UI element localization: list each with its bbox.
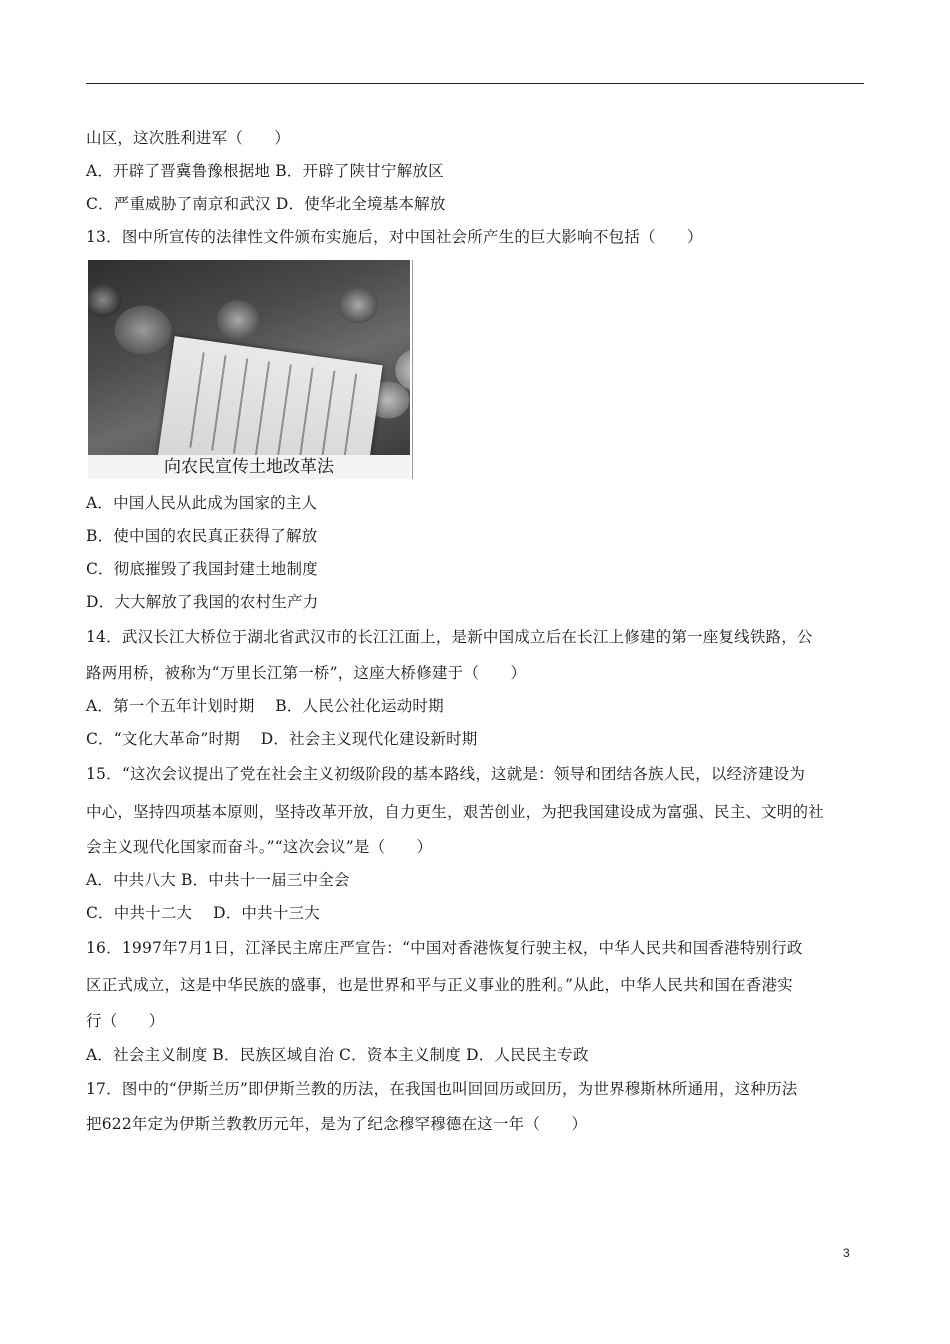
q13-option-c: C．彻底摧毁了我国封建土地制度 bbox=[86, 560, 318, 578]
question-14-stem-2: 路两用桥，被称为“万里长江第一桥”，这座大桥修建于（ ） bbox=[86, 664, 527, 682]
question-17-stem-1: 17．图中的“伊斯兰历”即伊斯兰教的历法，在我国也叫回回历或回历，为世界穆斯林所通用，这种历法 bbox=[86, 1080, 798, 1098]
q14-option-cd: C．“文化大革命”时期 D．社会主义现代化建设新时期 bbox=[86, 730, 478, 748]
land-reform-photo bbox=[88, 260, 413, 479]
q15-option-cd: C．中共十二大 D．中共十三大 bbox=[86, 904, 320, 922]
q13-option-d: D．大大解放了我国的农村生产力 bbox=[86, 593, 319, 611]
question-16-stem-2: 区正式成立，这是中华民族的盛事，也是世界和平与正义事业的胜利。”从此，中华人民共和国在香港实 bbox=[86, 976, 793, 994]
question-13-stem: 13．图中所宣传的法律性文件颁布实施后，对中国社会所产生的巨大影响不包括（ ） bbox=[86, 228, 703, 246]
q13-option-b: B．使中国的农民真正获得了解放 bbox=[86, 527, 318, 545]
q12-option-ab: A．开辟了晋冀鲁豫根据地 B．开辟了陕甘宁解放区 bbox=[86, 162, 444, 180]
page-number: 3 bbox=[843, 1246, 850, 1260]
question-16-stem-1: 16．1997年7月1日，江泽民主席庄严宣告：“中国对香港恢复行驶主权，中华人民共和国香港特别行政 bbox=[86, 939, 803, 957]
question-12-stem-end: 山区，这次胜利进军（ ） bbox=[86, 129, 291, 147]
question-16-stem-3: 行（ ） bbox=[86, 1012, 165, 1030]
q14-option-ab: A．第一个五年计划时期 B．人民公社化运动时期 bbox=[86, 697, 444, 715]
q16-options: A．社会主义制度 B．民族区域自治 C．资本主义制度 D．人民民主专政 bbox=[86, 1046, 589, 1064]
question-15-stem-3: 会主义现代化国家而奋斗。”“这次会议”是（ ） bbox=[86, 838, 433, 856]
header-rule bbox=[86, 83, 864, 84]
q12-option-cd: C．严重威胁了南京和武汉 D．使华北全境基本解放 bbox=[86, 195, 446, 213]
q13-option-a: A．中国人民从此成为国家的主人 bbox=[86, 494, 318, 512]
q15-option-ab: A．中共八大 B．中共十一届三中全会 bbox=[86, 871, 350, 889]
question-14-stem-1: 14．武汉长江大桥位于湖北省武汉市的长江江面上，是新中国成立后在长江上修建的第一座复线铁路，公 bbox=[86, 628, 813, 646]
question-15-stem-2: 中心，坚持四项基本原则，坚持改革开放，自力更生，艰苦创业，为把我国建设成为富强、民主、文明的社 bbox=[86, 803, 824, 821]
question-15-stem-1: 15．“这次会议提出了党在社会主义初级阶段的基本路线，这就是：领导和团结各族人民，以经济建设为 bbox=[86, 765, 806, 783]
photo-caption: 向农民宣传土地改革法 bbox=[88, 455, 410, 479]
question-17-stem-2: 把622年定为伊斯兰教教历元年，是为了纪念穆罕穆德在这一年（ ） bbox=[86, 1115, 588, 1133]
